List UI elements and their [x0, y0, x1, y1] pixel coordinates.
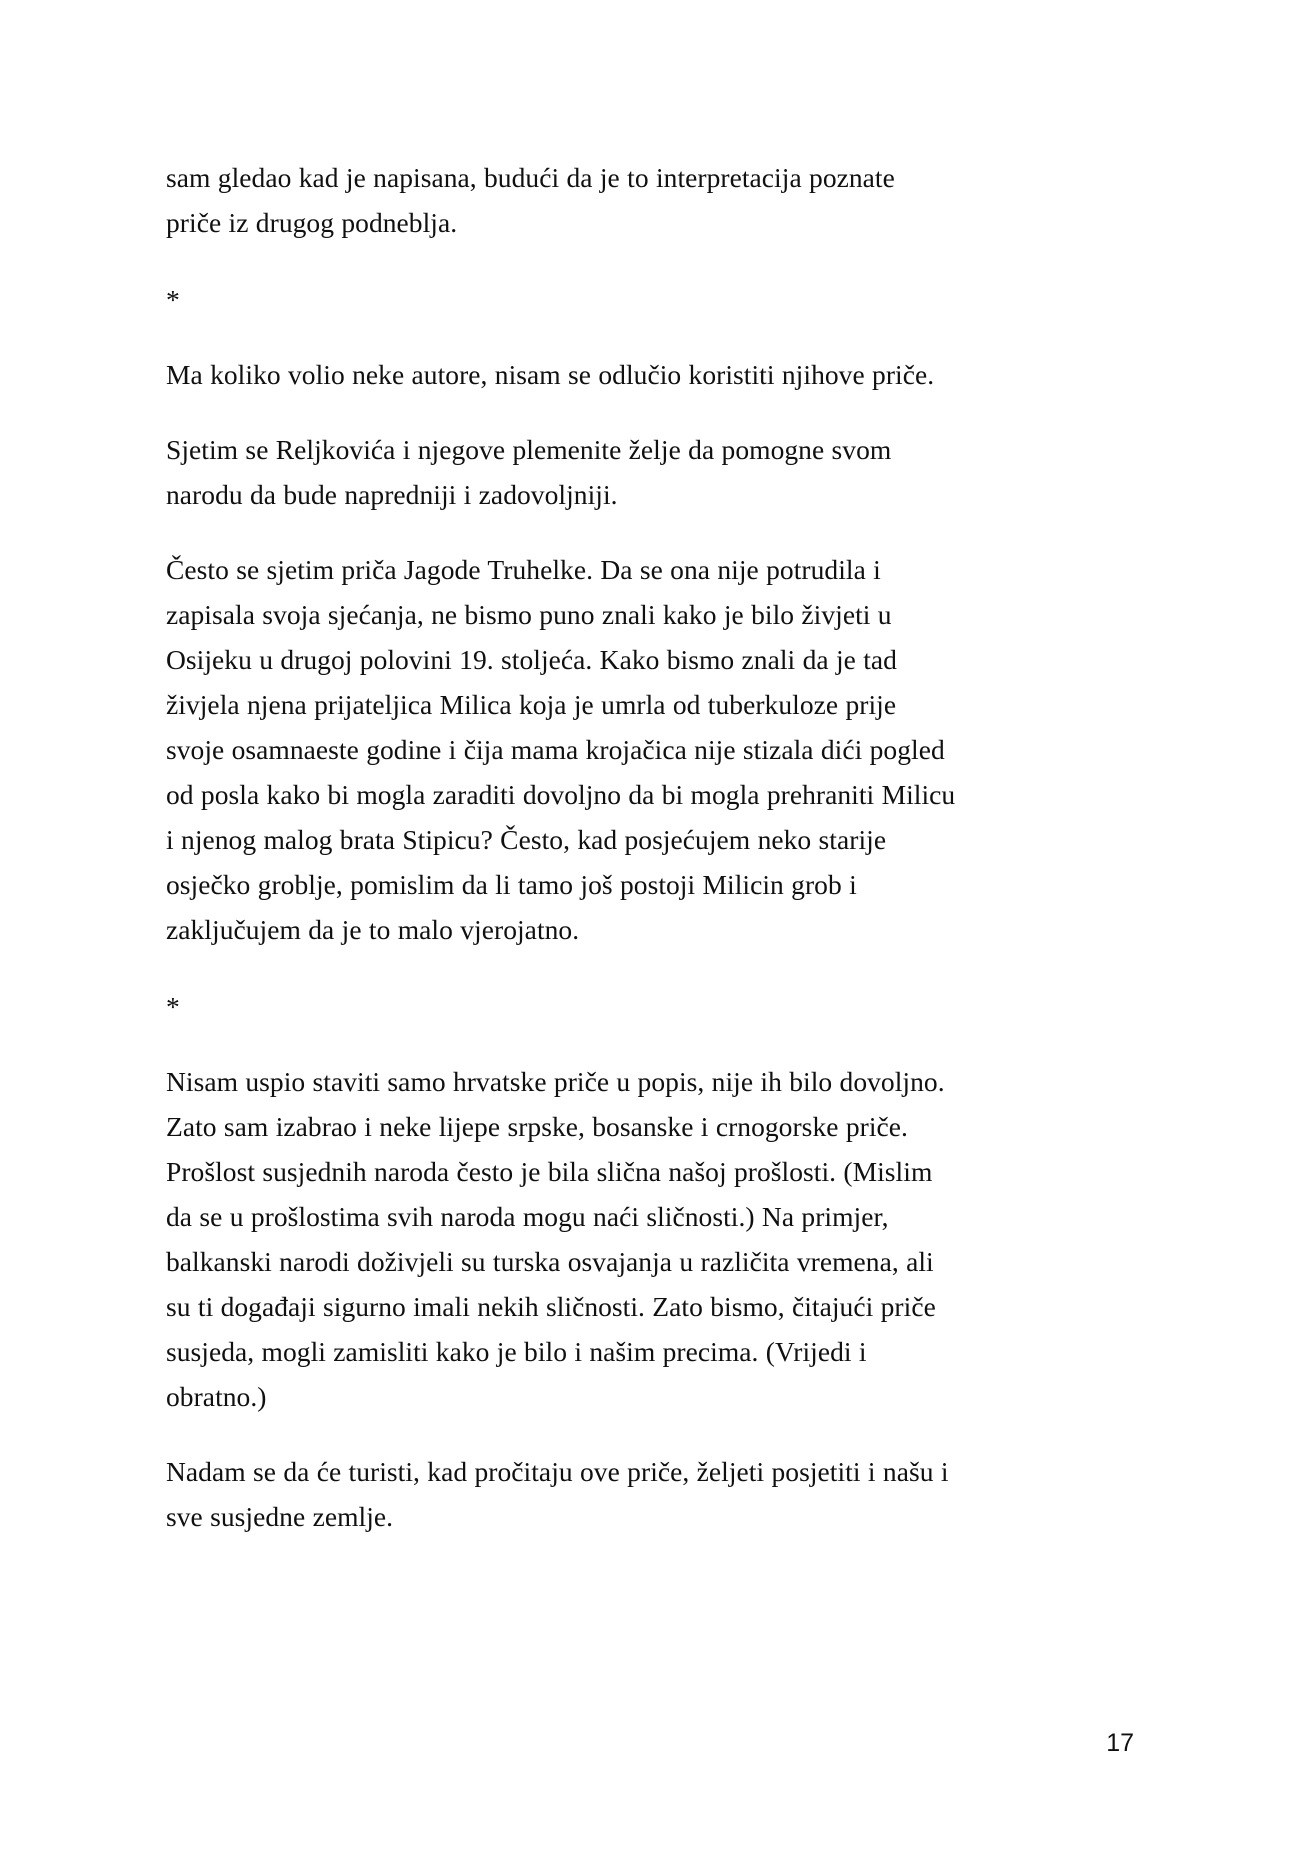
- page-number: 17: [1106, 1729, 1134, 1757]
- paragraph: Često se sjetim priča Jagode Truhelke. Da se ona nije potrudila i zapisala svoja sjećanja, ne bismo puno znali kako je bilo živjeti u Osijeku u drugoj polovini 19. stoljeća. Kako bismo znali da je tad živjela njena prijateljica Milica koja je umrla od tuberkuloze prije svoje osamnaeste godine i čija mama krojačica nije stizala dići pogled od posla kako bi mogla zaraditi dovoljno da bi mogla prehraniti Milicu i njenog malog brata Stipicu? Često, kad posjećujem neko starije osječko groblje, pomislim da li tamo još postoji Milicin grob i zaključujem da je to malo vjerojatno.: [166, 554, 956, 945]
- section-divider-asterisk: *: [166, 284, 180, 315]
- paragraph: sam gledao kad je napisana, budući da je to interpretacija poznate priče iz drugog podneblja.: [166, 162, 895, 238]
- section-divider-asterisk: *: [166, 991, 180, 1022]
- paragraph: Sjetim se Reljkovića i njegove plemenite želje da pomogne svom narodu da bude napredniji i zadovoljniji.: [166, 434, 892, 510]
- page-body-text: [166, 155, 956, 1539]
- paragraph: Ma koliko volio neke autore, nisam se odlučio koristiti njihove priče.: [166, 359, 935, 390]
- paragraph: Nisam uspio staviti samo hrvatske priče u popis, nije ih bilo dovoljno. Zato sam izabrao i neke lijepe srpske, bosanske i crnogorske priče. Prošlost susjednih naroda često je bila slična našoj prošlosti. (Mislim da se u prošlostima svih naroda mogu naći sličnosti.) Na primjer, balkanski narodi doživjeli su turska osvajanja u različita vremena, ali su ti događaji sigurno imali nekih sličnosti. Zato bismo, čitajući priče susjeda, mogli zamisliti kako je bilo i našim precima. (Vrijedi i obratno.): [166, 1066, 945, 1412]
- paragraph: Nadam se da će turisti, kad pročitaju ove priče, željeti posjetiti i našu i sve susjedne zemlje.: [166, 1456, 949, 1532]
